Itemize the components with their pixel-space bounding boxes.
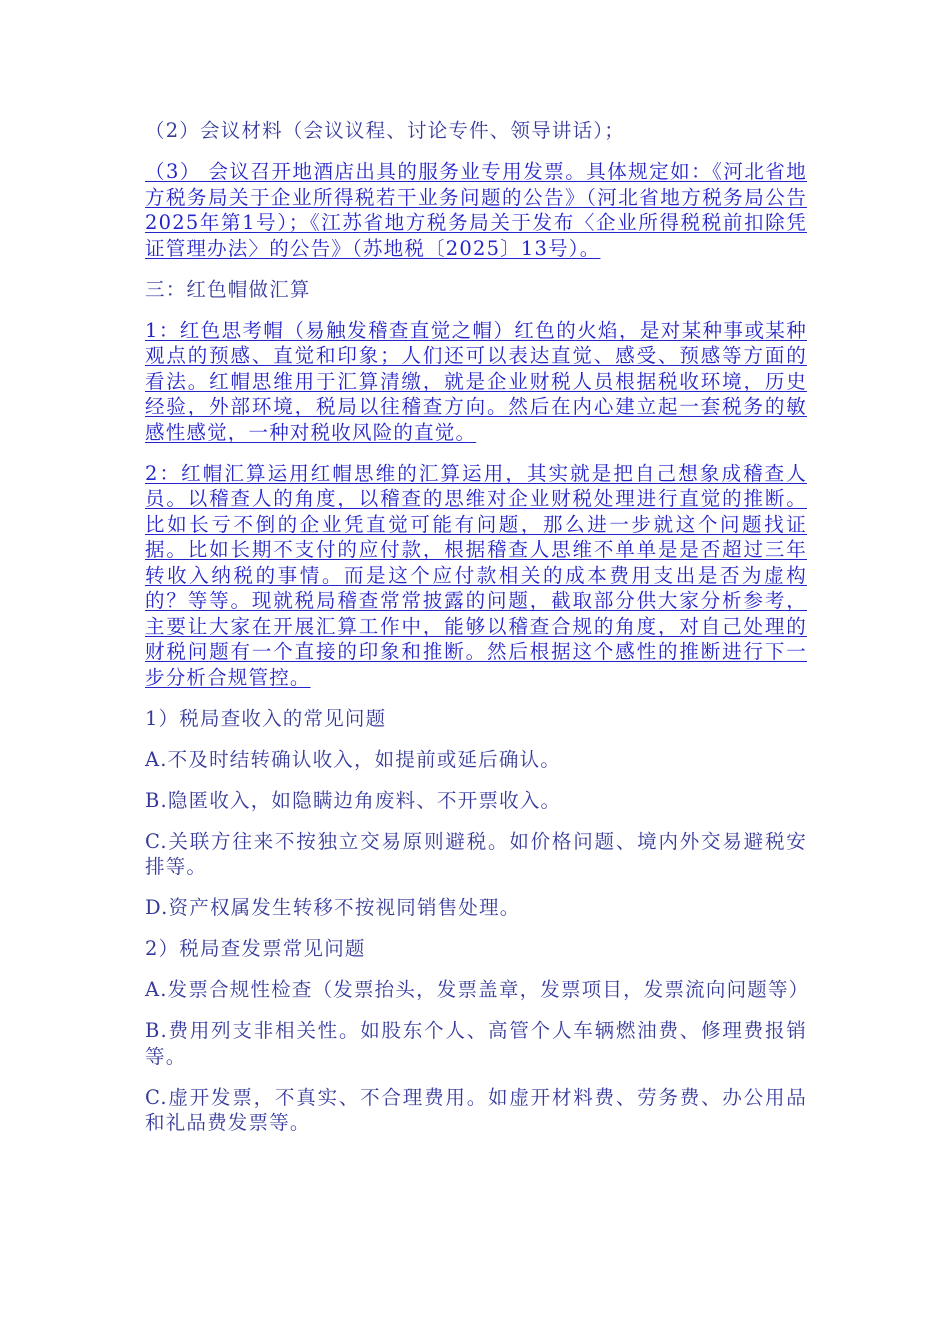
subheading-invoice-issues: 2）税局查发票常见问题 xyxy=(145,937,366,960)
subheading-income-issues: 1）税局查收入的常见问题 xyxy=(145,706,387,730)
list-item-invoice-c: C.虚开发票，不真实、不合理费用。如虚开材料费、劳务费、办公用品和礼品费发票等。 xyxy=(145,1085,807,1134)
document-page xyxy=(145,118,810,1151)
paragraph-red-hat-application[interactable] xyxy=(145,461,807,691)
paragraph-meeting-materials: （2）会议材料（会议议程、讨论专件、领导讲话）； xyxy=(145,119,625,142)
paragraph-red-hat-thinking[interactable] xyxy=(145,318,807,446)
red-hat-thinking-link[interactable]: 1：红色思考帽（易触发稽查直觉之帽）红色的火焰，是对某种事或某种观点的预感、直觉和印象；人们还可以表达直觉、感受、预感等方面的看法。红帽思维用于汇算清缴，就是企业财税人员根据税收环境，历史经验，外部环境，税局以往稽查方向。然后在内心建立起一套税务的敏感性感觉，一种对税收风险的直觉。 xyxy=(145,318,807,444)
list-item-income-d: D.资产权属发生转移不按视同销售处理。 xyxy=(145,896,521,919)
hotel-invoice-link[interactable]: （3） 会议召开地酒店出具的服务业专用发票。具体规定如：《河北省地方税务局关于企业所得税若干业务问题的公告》（河北省地方税务局公告2025年第1号）；《江苏省地方税务局关于发布〈企业所得税税前扣除凭证管理办法〉的公告》（苏地税〔2025〕13号）。 xyxy=(145,160,807,260)
paragraph-hotel-invoice[interactable] xyxy=(145,159,807,261)
list-item-income-c: C.关联方往来不按独立交易原则避税。如价格问题、境内外交易避税安排等。 xyxy=(145,829,807,878)
list-item-income-b: B.隐匿收入，如隐瞒边角废料、不开票收入。 xyxy=(145,788,562,812)
list-item-invoice-a: A.发票合规性检查（发票抬头，发票盖章，发票项目，发票流向问题等） xyxy=(145,978,810,1001)
list-item-income-a: A.不及时结转确认收入，如提前或延后确认。 xyxy=(145,747,561,771)
section-heading-red-hat: 三：红色帽做汇算 xyxy=(145,277,311,301)
red-hat-application-link[interactable]: 2：红帽汇算运用红帽思维的汇算运用，其实就是把自己想象成稽查人员。以稽查人的角度，以稽查的思维对企业财税处理进行直觉的推断。比如长亏不倒的企业凭直觉可能有问题，那么进一步就这个问题找证据。比如长期不支付的应付款，根据稽查人思维不单单是是否超过三年转收入纳税的事情。而是这个应付款相关的成本费用支出是否为虚构的？等等。现就税局稽查常常披露的问题，截取部分供大家分析参考，主要让大家在开展汇算工作中，能够以稽查合规的角度，对自己处理的财税问题有一个直接的印象和推断。然后根据这个感性的推断进行下一步分析合规管控。 xyxy=(145,461,807,689)
list-item-invoice-b: B.费用列支非相关性。如股东个人、高管个人车辆燃油费、修理费报销等。 xyxy=(145,1019,807,1068)
